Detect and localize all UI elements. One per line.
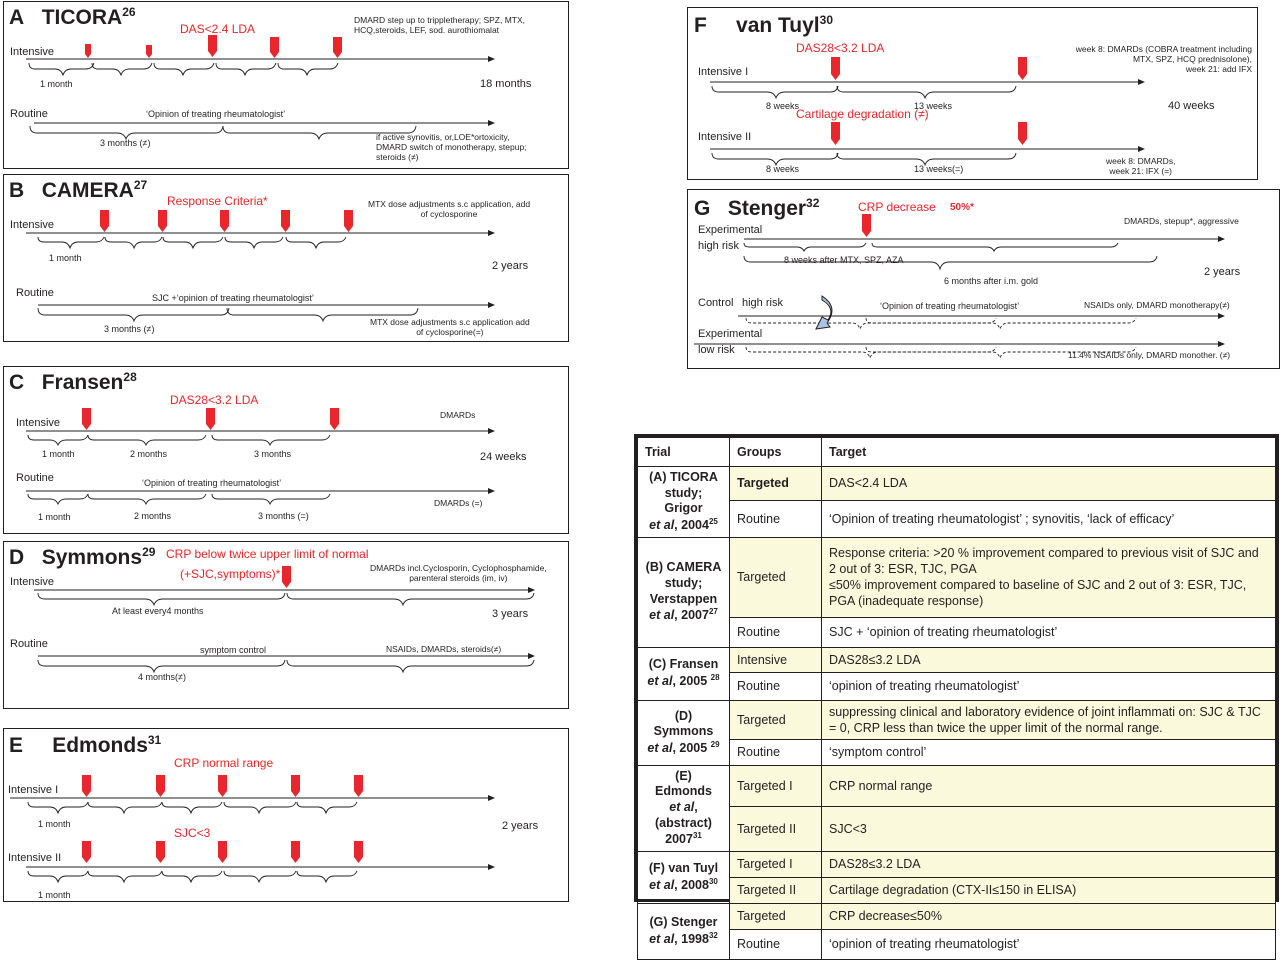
panel-g-row-control-2: high risk: [742, 297, 783, 309]
panel-a-duration: 18 months: [480, 78, 532, 90]
panel-a-routine-interval: 3 months (≠): [100, 138, 151, 148]
panel-e-markers-1: [82, 775, 363, 797]
panel-c-note-top: DMARDs: [440, 410, 476, 420]
trial-ref: 29: [710, 739, 720, 749]
panel-f-title: F van Tuyl$^{30}$: [694, 13, 834, 37]
group-cell: Routine: [730, 672, 822, 700]
panel-g-note-control: NSAIDs only, DMARD monotherapy(≠): [1084, 300, 1230, 310]
panel-b-markers: [100, 210, 353, 232]
panel-g-target-1: CRP decrease: [858, 200, 936, 214]
table-row: [638, 807, 1276, 852]
panel-e-row-intensive-1: Intensive I: [8, 784, 59, 796]
group-cell: Targeted: [730, 700, 822, 739]
panel-f-target-2: Cartilage degradation (≠): [796, 107, 929, 121]
panel-g-interval-2: 6 months after i.m. gold: [944, 276, 1039, 286]
target-cell: suppressing clinical and laboratory evidence of joint inflammati on: SJC & TJC = 0, CRP less than twice the upper limit of the normal range.: [822, 700, 1276, 739]
panel-e-edmonds: [3, 728, 569, 902]
panel-f-row-intensive-1: Intensive I: [698, 66, 749, 78]
panel-a-interval: 1 month: [40, 79, 73, 89]
panel-a-note-top: DMARD step up to trippletherapy; SPZ, MTX, HCQ,steroids, LEF, sod. aurothiomalat: [354, 15, 526, 36]
target-cell: ‘symptom control’: [822, 739, 1276, 765]
panel-c-row-intensive: Intensive: [16, 417, 61, 429]
panel-a-title: A TICORA$^{26}$: [9, 5, 136, 29]
panel-d-duration: 3 years: [492, 608, 529, 620]
summary-table: [634, 434, 1279, 952]
trial-etal: et al: [649, 932, 675, 947]
panel-a-markers: [85, 35, 342, 58]
panel-b-target: Response Criteria*: [167, 194, 268, 208]
group-cell: Intensive: [730, 647, 822, 672]
group-cell: Routine: [730, 929, 822, 959]
target-cell: CRP normal range: [822, 765, 1276, 807]
panel-g-note-low: 11.4% NSAIDs only, DMARD monother. (≠): [1068, 350, 1231, 360]
trial-line: (A) TICORA: [649, 470, 718, 484]
panel-d-row-intensive: Intensive: [10, 576, 55, 588]
panel-d-note-top: DMARDs incl.Cyclosporin, Cyclophosphamide, parenteral steroids (im, iv): [370, 563, 547, 584]
panel-g-routine-text: ‘Opinion of treating rheumatologist’: [880, 301, 1020, 311]
table-row: [638, 765, 1276, 807]
panel-g-row-exp-low-1: Experimental: [698, 328, 763, 340]
table-row: [638, 903, 1276, 929]
trial-line: (F) van Tuyl: [648, 861, 719, 876]
panel-c-routine-interval-2: 2 months: [134, 511, 172, 521]
panel-b-row-intensive: Intensive: [10, 219, 55, 231]
panel-b-routine-interval: 3 months (≠): [104, 324, 155, 334]
panel-f-target-1: DAS28<3.2 LDA: [796, 41, 885, 55]
trial-cell: (C) Fransen et al, 2005 $^{28}$: [638, 647, 730, 700]
panel-f-note-top: week 8: DMARDs (COBRA treatment including MTX, SPZ, HCQ prednisolone), week 21: add IFX: [1075, 44, 1252, 75]
target-cell: ‘opinion of treating rheumatologist’: [822, 672, 1276, 700]
panel-c-target: DAS28<3.2 LDA: [170, 393, 259, 407]
panel-c-row-routine: Routine: [16, 472, 54, 484]
table-row: [638, 500, 1276, 537]
panel-g-note-top: DMARDs, stepup*, aggressive: [1124, 216, 1239, 226]
panel-b-duration: 2 years: [492, 260, 529, 272]
panel-b-routine-text: SJC +‘opinion of treating rheumatologist’: [152, 293, 314, 303]
trial-etal: et al: [647, 741, 673, 756]
panel-e-title: E Edmonds$^{31}$: [9, 733, 162, 757]
panel-e-row-intensive-2: Intensive II: [8, 852, 62, 864]
target-cell: SJC<3: [822, 807, 1276, 852]
panel-g-row-exp-high-2: high risk: [698, 240, 739, 252]
panel-c-interval-3: 3 months: [254, 449, 292, 459]
header-groups: Groups: [730, 438, 822, 467]
panel-a-routine-text: ‘Opinion of treating rheumatologist’: [146, 109, 286, 119]
panel-c-interval-1: 1 month: [42, 449, 75, 459]
group-cell: Targeted II: [730, 807, 822, 852]
panel-c-markers: [82, 408, 339, 430]
target-cell: ‘Opinion of treating rheumatologist’ ; synovitis, ‘lack of efficacy’: [822, 500, 1276, 537]
panel-d-routine-interval: 4 months(≠): [138, 672, 186, 682]
target-cell: DAS28≤3.2 LDA: [822, 851, 1276, 877]
target-cell: CRP decrease≤50%: [822, 903, 1276, 929]
trial-cell: (E) Edmonds et al, (abstract) 2007$^{31}$: [638, 765, 730, 851]
panel-a-note-bottom: if active synovitis, or,LOE*ortoxicity, DMARD switch of monotherapy, stepup; steroids (≠): [376, 132, 527, 163]
panel-d-title: D Symmons$^{29}$: [9, 545, 156, 569]
panel-b-camera: [3, 174, 569, 342]
panel-b-title: B CAMERA$^{27}$: [9, 178, 148, 202]
group-cell: Routine: [730, 500, 822, 537]
table-row: [638, 700, 1276, 739]
trial-cell: (B) CAMERA study; Verstappen et al, 2007$^{27}$: [638, 537, 730, 647]
trial-line: (G) Stenger: [649, 915, 718, 930]
panel-f-interval-1b: 13 weeks: [914, 101, 953, 111]
group-cell: Targeted: [730, 903, 822, 929]
group-cell: Targeted: [730, 537, 822, 617]
panel-d-row-routine: Routine: [10, 638, 48, 650]
table-row: [638, 739, 1276, 765]
panel-f-interval-2b: 13 weeks(=): [914, 164, 964, 174]
panel-c-fransen: [3, 366, 569, 534]
trial-ref: 32: [708, 930, 718, 940]
panel-a-ticora: [3, 1, 569, 169]
trial-line: Verstappen: [649, 591, 718, 606]
trial-etal: et al: [649, 878, 675, 893]
panel-d-note-bottom: NSAIDs, DMARDs, steroids(≠): [386, 644, 502, 654]
panel-c-routine-interval-3: 3 months (=): [258, 511, 309, 521]
trial-line: (B) CAMERA: [645, 560, 722, 575]
table-row: [638, 617, 1276, 647]
panel-c-title: C Fransen$^{28}$: [9, 370, 137, 394]
header-target: Target: [822, 438, 1276, 467]
table-row: [638, 467, 1276, 501]
panel-e-target-2: SJC<3: [174, 826, 211, 840]
panel-f-row-intensive-2: Intensive II: [698, 131, 752, 143]
panel-f-note-bottom: week 8: DMARDs, week 21: IFX (=): [1106, 156, 1176, 177]
panel-b-note-bottom: MTX dose adjustments s.c application add of cyclosporine(=): [370, 317, 530, 338]
panel-d-symmons: [3, 541, 569, 709]
header-trial: Trial: [638, 438, 730, 467]
group-cell: Targeted I: [730, 765, 822, 807]
panel-c-routine-interval-1: 1 month: [38, 512, 71, 522]
trial-cell: (F) van Tuyl et al, 2008$^{30}$: [638, 851, 730, 903]
target-cell: ‘opinion of treating rheumatologist’: [822, 929, 1276, 959]
panel-f-duration: 40 weeks: [1168, 100, 1215, 112]
trial-extra: (abstract): [655, 815, 712, 830]
table-row: [638, 672, 1276, 700]
panel-c-routine-text: ‘Opinion of treating rheumatologist’: [142, 478, 282, 488]
panel-f-interval-2a: 8 weeks: [766, 164, 800, 174]
target-cell: DAS<2.4 LDA: [822, 467, 1276, 501]
table-row: [638, 647, 1276, 672]
panel-g-curved-arrow: [816, 296, 832, 329]
trial-cell: (G) Stenger et al, 1998$^{32}$: [638, 903, 730, 959]
panel-e-interval-1: 1 month: [38, 819, 71, 829]
panel-a-row-routine: Routine: [10, 108, 48, 120]
table-row: [638, 929, 1276, 959]
panel-g-row-exp-high-1: Experimental: [698, 224, 763, 236]
panel-f-interval-1a: 8 weeks: [766, 101, 800, 111]
group-cell: Targeted: [730, 467, 822, 501]
table-body: [638, 467, 1276, 960]
panel-g-interval-1: 8 weeks after MTX, SPZ, AZA: [784, 255, 904, 265]
trial-ref: 25: [708, 516, 718, 526]
panel-g-row-exp-low-2: low risk: [698, 344, 735, 356]
panel-c-duration: 24 weeks: [480, 451, 527, 463]
panel-g-row-control-1: Control: [698, 297, 734, 309]
group-cell: Targeted I: [730, 851, 822, 877]
table-row: [638, 851, 1276, 877]
panel-b-interval: 1 month: [49, 253, 82, 263]
panel-a-target: DAS<2.4 LDA: [180, 22, 256, 36]
trial-etal: et al: [649, 608, 675, 623]
panel-d-target-line-2: (+SJC,symptoms)*: [180, 567, 281, 581]
trial-line: (D) Symmons: [653, 708, 714, 739]
panel-g-stenger: [687, 189, 1280, 369]
trial-ref: 31: [692, 831, 702, 841]
panel-d-interval: At least every4 months: [112, 606, 204, 616]
target-cell: Response criteria: >20 % improvement compared to previous visit of SJC and 2 out of 3: ESR, TJC, PGA ≤50% improvement compared to baseline of SJC and 2 out of 3: ESR, TJC, PGA (inadequate response): [822, 537, 1276, 617]
trial-line: (E) Edmonds: [655, 768, 712, 799]
panel-c-interval-2: 2 months: [130, 449, 168, 459]
panel-e-interval-2: 1 month: [38, 890, 71, 900]
panel-d-target-line-1: CRP below twice upper limit of normal: [166, 547, 369, 561]
trial-cell: (D) Symmons et al, 2005 $^{29}$: [638, 700, 730, 765]
table-row: [638, 537, 1276, 617]
target-cell: SJC + ‘opinion of treating rheumatologist’: [822, 617, 1276, 647]
group-cell: Targeted II: [730, 877, 822, 903]
trial-ref: 27: [708, 607, 718, 617]
table-row: [638, 877, 1276, 903]
panel-g-duration: 2 years: [1204, 266, 1241, 278]
group-cell: Routine: [730, 617, 822, 647]
panel-g-marker: [862, 214, 871, 237]
table-header-row: [638, 438, 1276, 467]
trial-etal: et al: [649, 518, 675, 533]
trial-cell: (A) TICORA study; Grigor et al, 2004$^{25}$: [638, 467, 730, 538]
panel-b-row-routine: Routine: [16, 287, 54, 299]
target-cell: Cartilage degradation (CTX-II≤150 in ELISA): [822, 877, 1276, 903]
target-cell: DAS28≤3.2 LDA: [822, 647, 1276, 672]
panel-g-title: G Stenger$^{32}$: [694, 196, 820, 220]
panel-d-routine-text: symptom control: [200, 645, 267, 655]
trial-etal: et al: [647, 674, 673, 689]
trial-ref: 30: [708, 876, 718, 886]
panel-e-duration: 2 years: [502, 820, 539, 832]
panel-c-note-bottom: DMARDs (=): [434, 498, 483, 508]
panel-f-van-tuyl: [687, 7, 1258, 180]
panel-e-markers-2: [82, 841, 363, 863]
trial-line: study; Grigor: [664, 485, 703, 516]
group-cell: Routine: [730, 739, 822, 765]
trial-ref: 28: [710, 673, 720, 683]
panel-a-row-intensive: Intensive: [10, 46, 55, 58]
trial-line: study;: [664, 575, 703, 590]
panel-e-target-1: CRP normal range: [174, 756, 274, 770]
trial-line: (C) Fransen: [648, 657, 719, 672]
panel-b-note-top: MTX dose adjustments s.c application, add of cyclosporine: [368, 199, 531, 220]
panel-d-marker: [282, 566, 291, 588]
trial-etal: et al: [669, 799, 695, 814]
panel-g-target-2: 50%*: [950, 202, 974, 213]
